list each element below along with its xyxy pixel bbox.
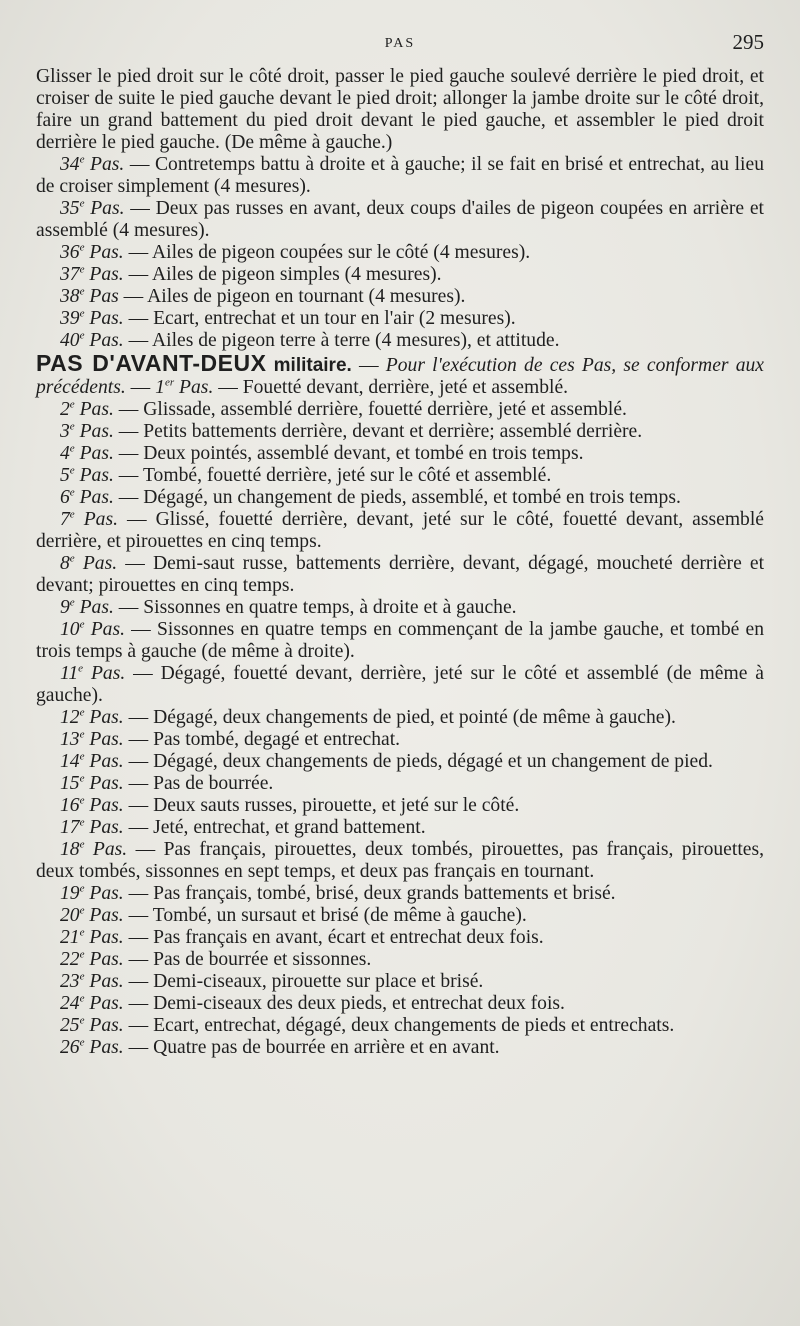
entry-item [36,927,764,949]
entry-number: 11e [60,662,84,684]
entry-sep: — [117,509,156,530]
entry-sep: — [123,308,154,329]
entry-number: 14e [60,750,85,772]
entry-text: Ailes de pigeon coupées sur le côté (4 mesures). [152,242,531,263]
entry-item [36,465,764,487]
entry-item [36,663,764,707]
entry-label: Pas. [179,377,214,398]
entry-number: 36e [60,241,85,263]
entry-sep: — [123,330,152,351]
entry-sep: — [123,1037,154,1058]
entry-sep: — [123,707,154,728]
entry-sep: — [123,729,154,750]
entry-label: Pas. [89,729,124,750]
entry-item [36,242,764,264]
entry-text: Quatre pas de bourrée en arrière et en avant. [153,1037,500,1058]
entry-sep: — [123,949,154,970]
entry-number: 3e [60,420,75,442]
entry-item [36,1015,764,1037]
entry-number: 19e [60,882,85,904]
entry-sep: — [117,553,153,574]
entry-item [36,264,764,286]
entry-number: 40e [60,329,85,351]
entry-item [36,949,764,971]
entry-label: Pas. [89,330,124,351]
entry-item [36,198,764,242]
entry-sep: — [123,773,154,794]
entry-item [36,751,764,773]
entry-label: Pas. [79,399,114,420]
entry-sep: — [123,883,154,904]
entry-label: Pas. [79,421,114,442]
entry-item [36,817,764,839]
entry-number: 34e [60,153,85,175]
entry-label: Pas. [79,465,114,486]
entry-item [36,619,764,663]
entry-number: 21e [60,926,85,948]
entry-label: Pas. [82,553,118,574]
entry-item [36,773,764,795]
entry-label: Pas. [90,619,125,640]
entry-text: Fouetté devant, derrière, jeté et assemblé. [242,377,569,398]
section-dash-2: — [125,377,156,398]
entry-sep: — [113,487,144,508]
entry-item [36,154,764,198]
entry-label: Pas. [89,1015,124,1036]
entry-label: Pas. [89,817,124,838]
entry-text: Pas français, pirouettes, deux tombés, pirouettes, pas français, pirouettes, deux tombés, sissonnes en sept temps, et deux pas français en tournant. [36,839,764,882]
entry-number: 39e [60,307,85,329]
entry-item [36,597,764,619]
entry-label: Pas. [89,971,124,992]
entry-text: Dégagé, deux changements de pied, et pointé (de même à gauche). [153,707,676,728]
entry-text: Demi-ciseaux, pirouette sur place et brisé. [153,971,484,992]
entry-number: 18e [60,838,85,860]
intro-paragraph: Glisser le pied droit sur le côté droit, passer le pied gauche soulevé derrière le pied droit, et croiser de suite le pied gauche devant le pied droit; allonger la jambe droite sur le côté droit, faire un grand battement du pied droit devant le pied gauche, et assembler le pied droit derrière le pied gauche. (De même à gauche.) [36,66,764,153]
entry-text: Contretemps battu à droite et à gauche; il se fait en brisé et entrechat, au lieu de croiser simplement (4 mesures). [36,154,764,197]
entry-text: Pas français, tombé, brisé, deux grands battements et brisé. [153,883,616,904]
entry-label: Pas. [89,927,124,948]
entry-sep: — [123,817,154,838]
entry-label: Pas. [79,597,114,618]
entry-text: Deux pointés, assemblé devant, et tombé en trois temps. [143,443,584,464]
entry-item [36,421,764,443]
section-heading-paragraph [36,352,764,399]
entry-item [36,308,764,330]
entry-number: 6e [60,486,75,508]
section-note: Pour l'exécution de ces Pas, se conformer aux précédents. [36,355,765,398]
entry-label: Pas. [89,883,124,904]
entry-text: Dégagé, fouetté devant, derrière, jeté sur le côté et assemblé (de même à gauche). [36,663,764,706]
entry-label: Pas. [79,487,114,508]
entry-sep: — [124,198,156,219]
entry-sep: — [113,399,144,420]
entry-text: Glissé, fouetté derrière, devant, jeté sur le côté, fouetté devant, assemblé derrière, et pirouettes en cinq temps. [36,509,764,552]
entry-number: 10e [60,618,85,640]
entry-sep: — [213,377,243,398]
entry-item [36,330,764,352]
entry-sep: — [125,663,161,684]
entry-sep: — [123,264,152,285]
entry-item [36,839,764,883]
entry-item [36,286,764,308]
page-header [36,30,764,66]
entry-sep: — [123,751,154,772]
page-number: 295 [732,30,764,54]
entry-text: Jeté, entrechat, et grand battement. [153,817,426,838]
entry-sep: — [123,971,154,992]
entry-item [36,971,764,993]
entry-label: Pas. [79,443,114,464]
entry-label: Pas. [89,949,124,970]
entry-label: Pas. [89,264,124,285]
entry-number: 13e [60,728,85,750]
entry-number: 16e [60,794,85,816]
entry-item [36,553,764,597]
entry-item [36,1037,764,1059]
entry-item [36,487,764,509]
entry-item [36,795,764,817]
running-head: PAS [384,36,416,51]
entry-number: 12e [60,706,85,728]
entry-text: Ecart, entrechat et un tour en l'air (2 mesures). [153,308,516,329]
entry-number: 20e [60,904,85,926]
entry-label: Pas. [90,663,126,684]
entry-number: 1er [155,376,175,398]
entry-text: Pas tombé, degagé et entrechat. [153,729,401,750]
entry-text: Ecart, entrechat, dégagé, deux changements de pieds et entrechats. [153,1015,675,1036]
entry-label: Pas. [89,308,124,329]
section-title: PAS D'AVANT-DEUX [36,350,267,376]
entry-label: Pas. [83,509,118,530]
entry-number: 22e [60,948,85,970]
entry-sep: — [123,993,154,1014]
entry-label: Pas. [89,795,124,816]
entry-label: Pas. [89,993,124,1014]
entry-text: Ailes de pigeon terre à terre (4 mesures), et attitude. [152,330,560,351]
entry-sep: — [123,242,152,263]
entry-label: Pas. [89,773,124,794]
entries-list [36,399,764,1059]
entry-text: Pas français en avant, écart et entrechat deux fois. [153,927,544,948]
entry-number: 2e [60,398,75,420]
entry-item [36,443,764,465]
entry-text: Glissade, assemblé derrière, fouetté derrière, jeté et assemblé. [143,399,627,420]
entry-sep: — [127,839,164,860]
entry-number: 4e [60,442,75,464]
entry-item [36,707,764,729]
entry-text: Ailes de pigeon en tournant (4 mesures). [147,286,466,307]
entry-text: Demi-saut russe, battements derrière, devant, dégagé, moucheté derrière et devant; pirouettes en cinq temps. [36,553,765,596]
entry-sep: — [113,465,143,486]
entry-text: Deux sauts russes, pirouette, et jeté sur le côté. [153,795,520,816]
entry-text: Dégagé, deux changements de pieds, dégagé et un changement de pied. [153,751,713,772]
section-subtitle: militaire. [273,355,352,376]
entry-label: Pas. [89,905,124,926]
entry-sep: — [123,1015,154,1036]
entry-number: 9e [60,596,75,618]
entry-sep: — [124,619,157,640]
entry-label: Pas. [90,154,125,175]
entry-item [36,905,764,927]
entry-item [36,993,764,1015]
entry-sep: — [123,927,154,948]
entry-label: Pas. [89,242,124,263]
entry-sep: — [113,597,144,618]
entry-item [36,399,764,421]
entry-sep: — [113,443,144,464]
entry-sep: — [123,905,153,926]
entry-text: Demi-ciseaux des deux pieds, et entrechat deux fois. [153,993,565,1014]
entry-number: 8e [60,552,75,574]
entry-number: 5e [60,464,75,486]
entry-number: 26e [60,1036,85,1058]
entry-label: Pas [89,286,119,307]
entry-sep: — [118,286,148,307]
entry-text: Petits battements derrière, devant et derrière; assemblé derrière. [143,421,643,442]
entry-number: 35e [60,197,85,219]
entry-text: Tombé, un sursaut et brisé (de même à gauche). [152,905,527,926]
entry-sep: — [113,421,144,442]
entry-number: 23e [60,970,85,992]
entry-sep: — [123,795,154,816]
entry-number: 38e [60,285,85,307]
entry-text: Ailes de pigeon simples (4 mesures). [152,264,442,285]
entry-number: 37e [60,263,85,285]
entry-label: Pas. [90,198,125,219]
first-entries-list [36,154,764,352]
entry-label: Pas. [92,839,128,860]
entry-number: 25e [60,1014,85,1036]
entry-item [36,883,764,905]
entry-text: Sissonnes en quatre temps, à droite et à gauche. [143,597,517,618]
entry-label: Pas. [89,707,124,728]
entry-number: 7e [60,508,75,530]
entry-label: Pas. [89,751,124,772]
entry-text: Tombé, fouetté derrière, jeté sur le côté et assemblé. [142,465,552,486]
section-dash: — [351,355,386,376]
entry-number: 17e [60,816,85,838]
entry-text: Deux pas russes en avant, deux coups d'ailes de pigeon coupées en arrière et assemblé (4 mesures). [36,198,764,241]
body-text [36,66,764,1059]
entry-label: Pas. [89,1037,124,1058]
entry-sep: — [124,154,155,175]
entry-number: 15e [60,772,85,794]
entry-text: Pas de bourrée. [153,773,274,794]
entry-text: Dégagé, un changement de pieds, assemblé, et tombé en trois temps. [143,487,681,508]
entry-number: 24e [60,992,85,1014]
entry-text: Sissonnes en quatre temps en commençant de la jambe gauche, et tombé en trois temps à gauche (de même à droite). [36,619,765,662]
entry-item [36,729,764,751]
entry-item [36,509,764,553]
entry-text: Pas de bourrée et sissonnes. [153,949,372,970]
